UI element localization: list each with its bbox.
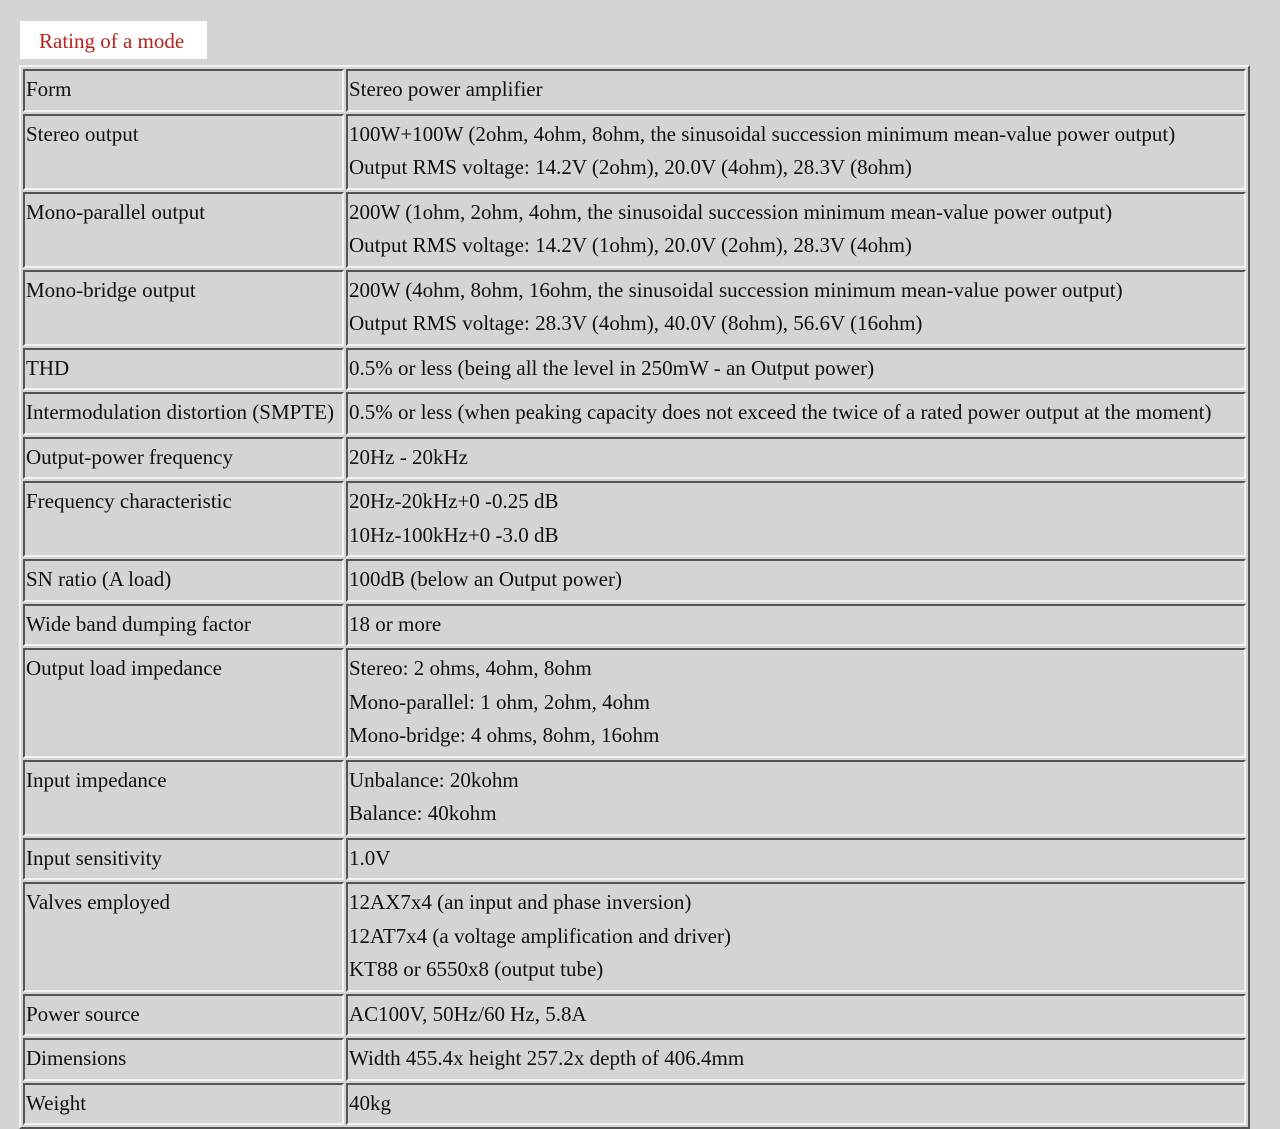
spec-value-line: Stereo power amplifier bbox=[349, 77, 543, 101]
table-row bbox=[23, 114, 1246, 190]
spec-label: Mono-parallel output bbox=[26, 199, 206, 224]
spec-value-line: 10Hz-100kHz+0 -3.0 dB bbox=[349, 522, 559, 547]
spec-label-cell bbox=[23, 437, 344, 480]
spec-value-line: Stereo: 2 ohms, 4ohm, 8ohm bbox=[349, 656, 592, 680]
spec-label-cell bbox=[23, 270, 344, 346]
table-row bbox=[23, 994, 1246, 1037]
spec-value-cell bbox=[346, 114, 1246, 190]
table-row bbox=[23, 559, 1246, 602]
spec-label-cell bbox=[23, 604, 344, 647]
spec-label: Output load impedance bbox=[26, 656, 222, 680]
spec-value-cell bbox=[346, 882, 1246, 992]
spec-label: Input impedance bbox=[26, 767, 167, 792]
spec-value-cell bbox=[346, 69, 1246, 112]
spec-value-line: Output RMS voltage: 14.2V (1ohm), 20.0V (2ohm), 28.3V (4ohm) bbox=[349, 233, 912, 257]
spec-label-cell bbox=[23, 648, 344, 758]
spec-value-line: 18 or more bbox=[349, 611, 442, 636]
spec-table bbox=[19, 65, 1250, 1129]
spec-value-line: KT88 or 6550x8 (output tube) bbox=[349, 957, 604, 981]
spec-label: Wide band dumping factor bbox=[26, 611, 251, 636]
table-row bbox=[23, 1038, 1246, 1081]
spec-label-cell bbox=[23, 69, 344, 112]
spec-value-line: 0.5% or less (when peaking capacity does not exceed the twice of a rated power output at the moment) bbox=[349, 400, 1212, 424]
spec-label-cell bbox=[23, 481, 344, 557]
table-row bbox=[23, 648, 1246, 758]
spec-label: Weight bbox=[26, 1090, 87, 1115]
table-row bbox=[23, 882, 1246, 992]
spec-value-line: 20Hz - 20kHz bbox=[349, 444, 468, 469]
spec-label: Valves employed bbox=[26, 890, 171, 914]
title-box bbox=[20, 21, 207, 59]
spec-value-cell bbox=[346, 1038, 1246, 1081]
spec-value-line: 12AT7x4 (a voltage amplification and driver) bbox=[349, 923, 731, 948]
table-row bbox=[23, 1083, 1246, 1126]
spec-label-cell bbox=[23, 760, 344, 836]
spec-value-line: 0.5% or less (being all the level in 250mW - an Output power) bbox=[349, 355, 875, 380]
spec-value-line: 40kg bbox=[349, 1090, 391, 1115]
spec-value-cell bbox=[346, 270, 1246, 346]
spec-label-cell bbox=[23, 1083, 344, 1126]
table-row bbox=[23, 192, 1246, 268]
spec-label: Intermodulation distortion (SMPTE) bbox=[26, 400, 334, 424]
spec-label: Dimensions bbox=[26, 1046, 127, 1070]
table-row bbox=[23, 838, 1246, 881]
spec-value-cell bbox=[346, 481, 1246, 557]
spec-value-cell bbox=[346, 192, 1246, 268]
spec-value-line: AC100V, 50Hz/60 Hz, 5.8A bbox=[349, 1001, 587, 1026]
spec-value-cell bbox=[346, 604, 1246, 647]
page-title: Rating of a mode bbox=[39, 29, 185, 53]
spec-label-cell bbox=[23, 838, 344, 881]
spec-value-line: 200W (1ohm, 2ohm, 4ohm, the sinusoidal succession minimum mean-value power output) bbox=[349, 199, 1113, 224]
table-row bbox=[23, 348, 1246, 391]
spec-value-line: 200W (4ohm, 8ohm, 16ohm, the sinusoidal succession minimum mean-value power output) bbox=[349, 277, 1123, 302]
table-row bbox=[23, 69, 1246, 112]
spec-value-line: 12AX7x4 (an input and phase inversion) bbox=[349, 890, 692, 914]
spec-value-line: Balance: 40kohm bbox=[349, 801, 497, 825]
spec-value-cell bbox=[346, 760, 1246, 836]
spec-value-cell bbox=[346, 437, 1246, 480]
spec-label-cell bbox=[23, 559, 344, 602]
spec-value-line: 20Hz-20kHz+0 -0.25 dB bbox=[349, 489, 559, 513]
spec-value-cell bbox=[346, 392, 1246, 435]
spec-label: Mono-bridge output bbox=[26, 277, 196, 302]
spec-value-line: Output RMS voltage: 14.2V (2ohm), 20.0V (4ohm), 28.3V (8ohm) bbox=[349, 155, 912, 179]
spec-label: SN ratio (A load) bbox=[26, 567, 172, 591]
spec-label: THD bbox=[26, 355, 70, 380]
spec-value-line: Output RMS voltage: 28.3V (4ohm), 40.0V (8ohm), 56.6V (16ohm) bbox=[349, 311, 923, 335]
spec-value-line: Width 455.4x height 257.2x depth of 406.4mm bbox=[349, 1046, 745, 1070]
spec-label: Power source bbox=[26, 1001, 140, 1026]
spec-label-cell bbox=[23, 994, 344, 1037]
spec-value-line: Mono-parallel: 1 ohm, 2ohm, 4ohm bbox=[349, 689, 650, 714]
spec-label-cell bbox=[23, 348, 344, 391]
spec-value-line: 100W+100W (2ohm, 4ohm, 8ohm, the sinusoidal succession minimum mean-value power output) bbox=[349, 121, 1176, 146]
spec-label-cell bbox=[23, 114, 344, 190]
spec-value-cell bbox=[346, 994, 1246, 1037]
spec-label-cell bbox=[23, 392, 344, 435]
spec-label: Output-power frequency bbox=[26, 444, 234, 469]
table-row bbox=[23, 604, 1246, 647]
spec-label-cell bbox=[23, 882, 344, 992]
spec-value-line: Unbalance: 20kohm bbox=[349, 767, 519, 792]
spec-label: Frequency characteristic bbox=[26, 489, 232, 513]
spec-label: Input sensitivity bbox=[26, 845, 162, 870]
spec-value-line: 1.0V bbox=[349, 845, 391, 870]
spec-value-cell bbox=[346, 838, 1246, 881]
spec-value-line: 100dB (below an Output power) bbox=[349, 567, 622, 591]
spec-value-line: Mono-bridge: 4 ohms, 8ohm, 16ohm bbox=[349, 723, 660, 747]
spec-value-cell bbox=[346, 1083, 1246, 1126]
spec-value-cell bbox=[346, 559, 1246, 602]
spec-value-cell bbox=[346, 348, 1246, 391]
table-row bbox=[23, 760, 1246, 836]
table-row bbox=[23, 437, 1246, 480]
spec-label: Form bbox=[26, 77, 72, 101]
table-row bbox=[23, 392, 1246, 435]
spec-label-cell bbox=[23, 1038, 344, 1081]
table-row bbox=[23, 481, 1246, 557]
table-row bbox=[23, 270, 1246, 346]
spec-label: Stereo output bbox=[26, 121, 139, 146]
spec-value-cell bbox=[346, 648, 1246, 758]
spec-label-cell bbox=[23, 192, 344, 268]
spec-table-body bbox=[23, 69, 1246, 1125]
